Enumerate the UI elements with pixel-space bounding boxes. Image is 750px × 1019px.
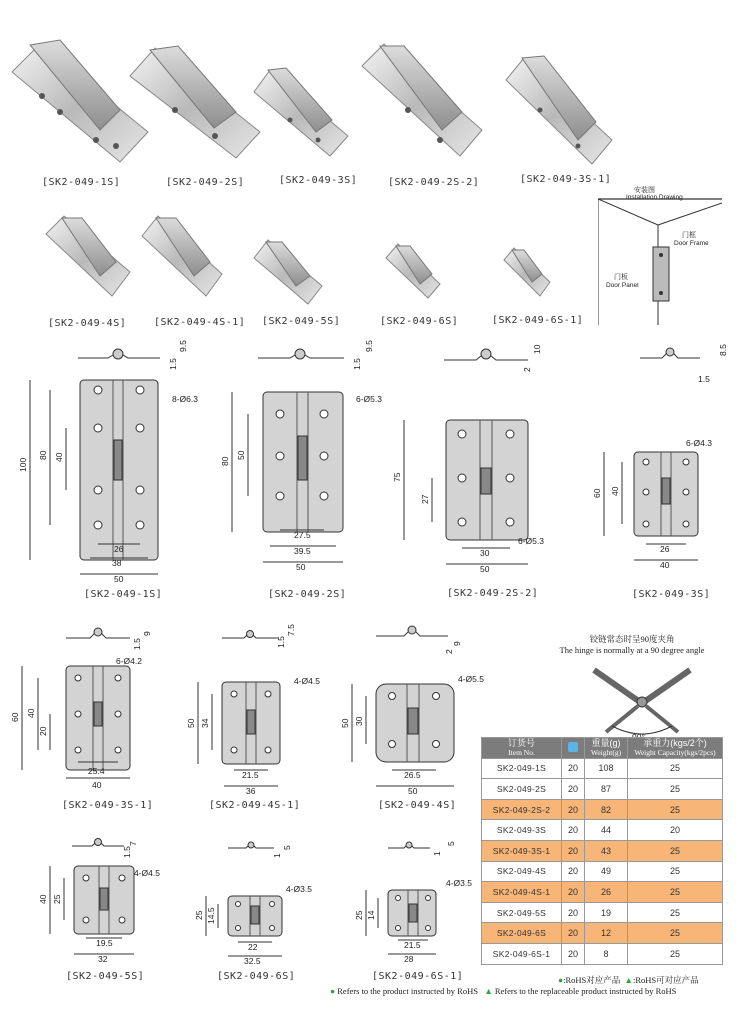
dim-d8-h2: 25 [52, 894, 62, 904]
dim-d5-h3: 20 [38, 726, 48, 736]
dim-d7-w1: 26.5 [404, 770, 421, 780]
drawing-sk2-049-5s [38, 839, 160, 965]
dim-d2-w3: 50 [296, 562, 306, 572]
dim-d4-holes: 6-Ø4.3 [686, 438, 712, 448]
dim-d2-h2: 50 [236, 450, 246, 460]
photo-sk2-049-4s-1 [142, 216, 222, 296]
photo-caption: [SK2-049-2S] [166, 177, 245, 188]
dim-d10-holes: 4-Ø3.5 [446, 878, 472, 888]
table-row: SK2-049-4S 20 49 25 [482, 861, 723, 882]
photo-caption: [SK2-049-2S-2] [388, 177, 480, 188]
photo-caption: [SK2-049-3S] [279, 175, 358, 186]
photo-caption: [SK2-049-4S-1] [154, 317, 246, 328]
dim-d3-height: 75 [392, 472, 402, 482]
header-capacity: 承重力(kgs/2个) Weight Capacity(kgs/2pcs) [628, 738, 723, 759]
drawing-sk2-049-3s [592, 344, 728, 570]
dim-d5-holes: 6-Ø4.2 [116, 656, 142, 666]
photo-sk2-049-5s [254, 240, 322, 304]
dim-d8-w1: 19.5 [96, 938, 113, 948]
hinge-photos-row-1 [0, 0, 750, 200]
dim-d2-w1: 27.5 [294, 530, 311, 540]
table-row: SK2-049-6S 20 12 25 [482, 923, 723, 944]
dim-d4-t2: 1.5 [698, 374, 710, 384]
drawing-sk2-049-2s-2 [392, 344, 544, 574]
legend-line-2: ● Refers to the product instructed by RoHS ▲ Refers to the replaceable product instructed by RoHS [330, 986, 677, 996]
drawing-sk2-049-3s-1 [10, 628, 152, 790]
dim-d4-h2: 40 [610, 486, 620, 496]
drawing-caption: [SK2-049-2S] [268, 589, 347, 600]
header-item-no: 订货号 Item No. [482, 738, 562, 759]
dim-d10-w1: 21.5 [404, 940, 421, 950]
table-row: SK2-049-3S 20 44 20 [482, 820, 723, 841]
dim-d8-holes: 4-Ø4.5 [134, 868, 160, 878]
photo-sk2-049-3s [254, 68, 348, 156]
photo-caption: [SK2-049-1S] [42, 177, 121, 188]
dim-d1-t2: 1.5 [168, 358, 178, 370]
dim-d4-t1: 8.5 [718, 344, 728, 356]
table-row: SK2-049-2S 20 87 25 [482, 779, 723, 800]
photo-sk2-049-2s [130, 46, 260, 158]
dim-d3-w2: 50 [480, 564, 490, 574]
drawing-caption: [SK2-049-2S-2] [447, 588, 539, 599]
dim-d4-w1: 26 [660, 544, 670, 554]
dim-d5-w2: 40 [92, 780, 102, 790]
photo-caption: [SK2-049-4S] [48, 318, 127, 329]
table-header-row [482, 738, 723, 759]
green-triangle-icon: ▲ [484, 986, 493, 996]
dim-d7-t1: 9 [452, 641, 462, 646]
green-triangle-icon: ▲ [624, 975, 633, 985]
photo-sk2-049-6s-1 [504, 248, 550, 296]
dim-d3-t1: 10 [532, 344, 542, 354]
dim-d8-t2: 1.5 [122, 846, 132, 858]
table-row: SK2-049-6S-1 20 8 25 [482, 943, 723, 964]
dim-d6-holes: 4-Ø4.5 [294, 676, 320, 686]
dim-d5-t2: 1.5 [132, 638, 142, 650]
dim-d1-t1: 9.5 [178, 340, 188, 352]
installation-drawing [598, 185, 722, 325]
drawing-caption: [SK2-049-6S-1] [372, 971, 464, 982]
dim-d7-t2: 2 [444, 649, 454, 654]
drawing-sk2-049-1s [18, 340, 198, 584]
drawing-caption: [SK2-049-5S] [66, 971, 145, 982]
photo-sk2-049-1s [12, 40, 148, 162]
dim-d1-w2: 38 [112, 558, 122, 568]
dim-d5-w1: 25.4 [88, 766, 105, 776]
dim-d6-w2: 36 [246, 786, 256, 796]
dim-d3-holes: 6-Ø5.3 [518, 536, 544, 546]
dim-d4-height: 60 [592, 488, 602, 498]
dim-d9-w2: 32.5 [244, 956, 261, 966]
dim-d8-w2: 32 [98, 954, 108, 964]
photo-sk2-049-4s [46, 216, 130, 296]
drawing-caption: [SK2-049-4S] [378, 800, 457, 811]
photo-caption: [SK2-049-3S-1] [520, 174, 612, 185]
dim-d10-h2: 14 [366, 910, 376, 920]
dim-d6-height: 50 [186, 718, 196, 728]
dim-d9-t1: 5 [282, 845, 292, 850]
install-title-en: Installation Drawing [626, 194, 683, 201]
dim-d5-t1: 9 [142, 631, 152, 636]
drawing-caption: [SK2-049-3S] [632, 589, 711, 600]
drawing-sk2-049-4s-1 [186, 624, 320, 796]
dim-d6-t2: 1.5 [276, 636, 286, 648]
dim-d1-h3: 40 [54, 452, 64, 462]
dim-d6-t1: 7.5 [286, 624, 296, 636]
door-panel-cn: 门板 [614, 274, 628, 281]
green-dot-icon: ● [558, 975, 564, 985]
rohs-icon [568, 742, 578, 752]
dim-d9-holes: 4-Ø3.5 [286, 884, 312, 894]
drawing-caption: [SK2-049-3S-1] [62, 800, 154, 811]
dim-d10-height: 25 [354, 910, 364, 920]
angle-note-en: The hinge is normally at a 90 degree angle [559, 645, 705, 655]
table-row: SK2-049-2S-2 20 82 25 [482, 799, 723, 820]
table-row: SK2-049-1S 20 108 25 [482, 758, 723, 779]
dim-d7-w2: 50 [408, 786, 418, 796]
dim-d7-h2: 30 [354, 716, 364, 726]
spec-table [481, 737, 723, 965]
dim-d2-t2: 1.5 [352, 358, 362, 370]
dim-d9-t2: 1 [272, 853, 282, 858]
legend-line-1: ●:RoHS对应产品 ▲:RoHS可对应产品 [558, 975, 699, 985]
dim-d10-w2: 28 [404, 954, 414, 964]
green-dot-icon: ● [330, 986, 336, 996]
drawing-sk2-049-4s [340, 626, 484, 796]
drawing-caption: [SK2-049-4S-1] [209, 800, 301, 811]
dim-d2-height: 80 [220, 456, 230, 466]
dim-d8-height: 40 [38, 894, 48, 904]
table-row: SK2-049-5S 20 19 25 [482, 902, 723, 923]
dim-d5-height: 60 [10, 712, 20, 722]
photo-sk2-049-3s-1 [506, 56, 612, 164]
dim-d3-h2: 27 [420, 494, 430, 504]
dim-d6-h2: 34 [200, 718, 210, 728]
hinge-photos-row-2 [0, 200, 590, 310]
angle-note [552, 634, 712, 656]
dim-d7-height: 50 [340, 718, 350, 728]
dim-d1-height: 100 [18, 457, 28, 472]
door-frame-en: Door Frame [674, 240, 709, 247]
photo-caption: [SK2-049-5S] [262, 316, 341, 327]
dim-d10-t2: 1 [432, 851, 442, 856]
table-row: SK2-049-3S-1 20 43 25 [482, 840, 723, 861]
dim-d9-height: 25 [194, 910, 204, 920]
dim-d4-w2: 40 [660, 560, 670, 570]
dim-d2-holes: 6-Ø5.3 [356, 394, 382, 404]
angle-figure [594, 670, 690, 742]
dim-d3-t2: 2 [522, 367, 532, 372]
dim-d3-w1: 30 [480, 548, 490, 558]
header-rohs [562, 738, 585, 759]
dim-d9-h2: 14.5 [206, 907, 216, 924]
photo-sk2-049-2s-2 [362, 44, 482, 156]
dim-d1-holes: 8-Ø6.3 [172, 394, 198, 404]
photo-sk2-049-6s [386, 244, 440, 298]
drawing-caption: [SK2-049-6S] [217, 971, 296, 982]
drawing-sk2-049-2s [220, 340, 382, 572]
table-row: SK2-049-4S-1 20 26 25 [482, 882, 723, 903]
dim-d7-holes: 4-Ø5.5 [458, 674, 484, 684]
drawing-sk2-049-6s-1 [354, 841, 472, 964]
dim-d2-w2: 39.5 [294, 546, 311, 556]
install-title-cn: 安装图 [634, 187, 655, 194]
dim-d1-h2: 80 [38, 450, 48, 460]
dim-d9-w1: 22 [248, 942, 258, 952]
angle-note-cn: 铰链常态时呈90度夹角 [589, 634, 675, 644]
dim-d6-w1: 21.5 [242, 770, 259, 780]
dim-d5-h2: 40 [26, 708, 36, 718]
dim-d1-w1: 26 [114, 544, 124, 554]
header-weight: 重量(g) Weight(g) [585, 738, 628, 759]
installation-figure [598, 185, 722, 325]
dim-d8-t1: 7 [128, 841, 138, 846]
photo-caption: [SK2-049-6S-1] [492, 315, 584, 326]
dim-d2-t1: 9.5 [364, 340, 374, 352]
dim-d10-t1: 5 [446, 841, 456, 846]
door-frame-cn: 门框 [682, 232, 696, 239]
door-panel-en: Door Panel [606, 282, 639, 289]
drawing-sk2-049-6s [194, 842, 312, 966]
dim-d1-w3: 50 [114, 574, 124, 584]
photo-caption: [SK2-049-6S] [380, 316, 459, 327]
drawing-caption: [SK2-049-1S] [84, 589, 163, 600]
